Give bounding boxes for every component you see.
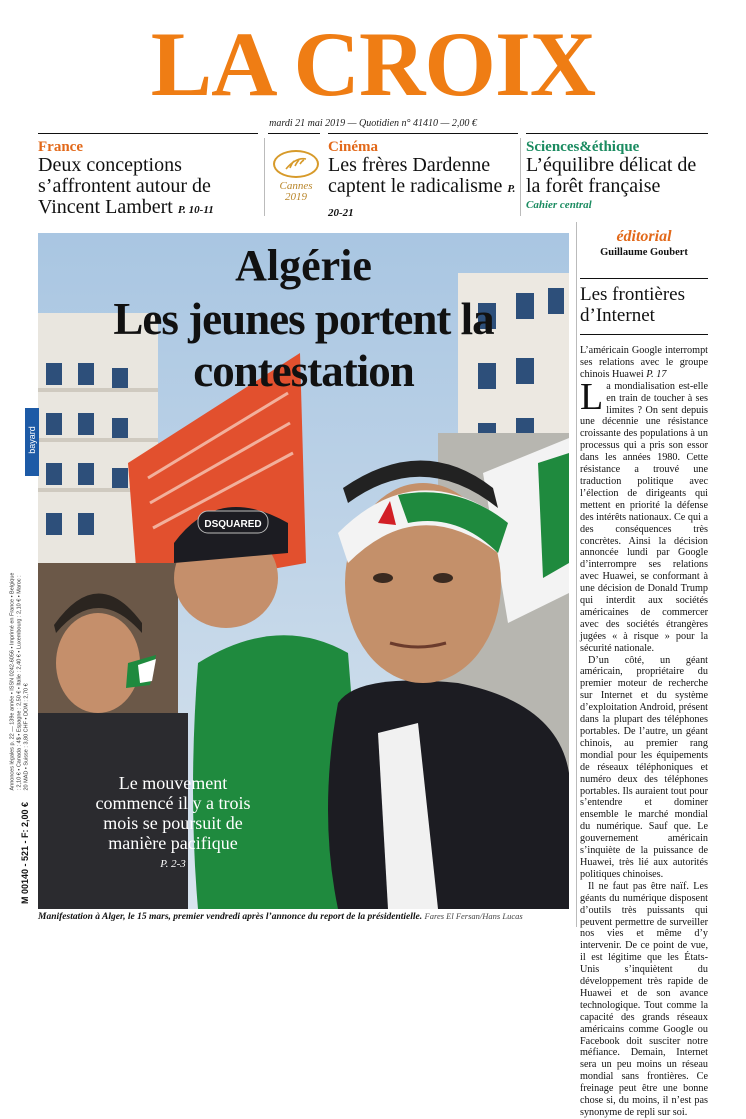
photo-caption: Manifestation à Alger, le 15 mars, premier vendredi après l’annonce du report de la présidentielle. Fares El Fersan/Hans Lucas	[38, 911, 523, 922]
masthead-logo: LA CROIX	[150, 13, 596, 115]
page-ref: P. 10-11	[177, 204, 214, 216]
editorial-title[interactable]: Les frontières d’Internet	[580, 284, 685, 326]
editorial-label: éditorial	[616, 228, 672, 245]
barcode: M 00140 - 521 - F: 2,00 €	[20, 801, 30, 905]
legal-notice: Annonces légales p. 22 — 139e année • ISSN 0242-6056 • Imprimé en France • Belgique : 2,10 € • Canada : 4$ • Espagne : 2,50 € • Italie : 2,40 € • Luxembourg : 2,10 € • Maroc : 20 MAD • Suisse : 3,80 CHF • DOM : 2,70 €	[9, 572, 30, 791]
column-divider	[520, 138, 521, 216]
main-photo[interactable]	[38, 233, 569, 909]
teaser-sub: Cahier central	[526, 199, 592, 211]
palm-icon	[273, 150, 319, 178]
teaser-kicker: Sciences&éthique	[526, 139, 640, 155]
page-ref: P. 20-21	[328, 183, 516, 219]
editorial-lead: L’américain Google interrompt ses relations avec le groupe chinois Huawei P. 17	[580, 345, 708, 380]
teaser-kicker: France	[38, 139, 83, 155]
dropcap: L	[580, 375, 604, 418]
teaser-title: L’équilibre délicat de la forêt française	[526, 154, 697, 197]
teaser-title: Deux conceptions s’affrontent autour de Vincent Lambert P. 10-11	[38, 154, 214, 218]
teaser-kicker: Cinéma	[328, 139, 378, 155]
editorial-body: L’américain Google interrompt ses relations avec le groupe chinois Huawei P. 17 La mondialisation est-elle en train de toucher à ses limites ? On sent depuis une décennie une résistance croissante des populations à un processus qui a pris son essor dans les années 1980. Cette résistance a trouvé une traduction politique avec l’élection de dirigeants qui mettent en priorité la défense des intérêts nationaux. Ce qui a des conséquences très concrètes. Ainsi la décision annoncée lundi par Google d’interrompre ses relations avec Huawei, se conformant à une décision de Donald Trump qui interdit aux sociétés américaines de commercer avec des sociétés étrangères jugées « à risque » pour la sécurité nationale. D’un côté, un géant américain, propriétaire du premier moteur de recherche sur Internet et du système d’exploitation Android, présent dans la plupart des téléphones portables. De l’autre, un géant chinois, au premier rang mondial pour les équipements de réseaux téléphoniques et numéro deux des téléphones portables. Ils auraient tout pour s’entendre et dominer ensemble le marché mondial du numérique. Sauf que. Le gouvernement américain s’inquiète de la puissance de Huawei, très lié aux autorités politiques chinoises. Il ne faut pas être naïf. Les géants du numérique disposent d’outils très puissants qui peuvent permettre de surveiller nos vies et même d’y intervenir. De ce point de vue, il est légitime que les États-Unis s’inquiètent du développement très rapide de Huawei et de son avance technologique. Tout comme la capacité des grands réseaux américains comme Google ou Facebook doit susciter notre méfiance. Demain, Internet sera un peu moins un réseau mondial sans frontières. Ce freinage peut être une bonne chose si, du moins, il n’est pas synonyme de repli sur soi.	[580, 345, 708, 1118]
teaser-france[interactable]	[38, 133, 258, 217]
photo-credit: Fares El Fersan/Hans Lucas	[424, 911, 523, 921]
dateline: mardi 21 mai 2019 — Quotidien n° 41410 — 2,00 €	[269, 118, 477, 129]
cannes-badge	[271, 150, 321, 203]
page-ref: P. 2-3	[160, 858, 186, 870]
editorial-column	[580, 222, 708, 1119]
teaser-cinema[interactable]	[328, 133, 518, 217]
cannes-label: Cannes 2019	[279, 180, 313, 203]
main-headline-kicker: Algérie	[235, 241, 372, 290]
column-divider	[264, 138, 265, 216]
teaser-title: Les frères Dardenne captent le radicalisme P. 20-21	[328, 154, 516, 219]
cap-logo-text: DSQUARED	[204, 519, 262, 530]
rule	[268, 133, 320, 134]
teaser-sciences[interactable]	[526, 133, 708, 217]
main-subhead: Le mouvement commencé il y a trois mois se poursuit de manière pacifique	[95, 773, 251, 853]
column-divider	[576, 222, 577, 927]
bayard-logo: bayard	[25, 408, 39, 476]
editorial-author: Guillaume Goubert	[600, 247, 688, 258]
main-headline[interactable]: Les jeunes portent la contestation	[113, 294, 494, 396]
